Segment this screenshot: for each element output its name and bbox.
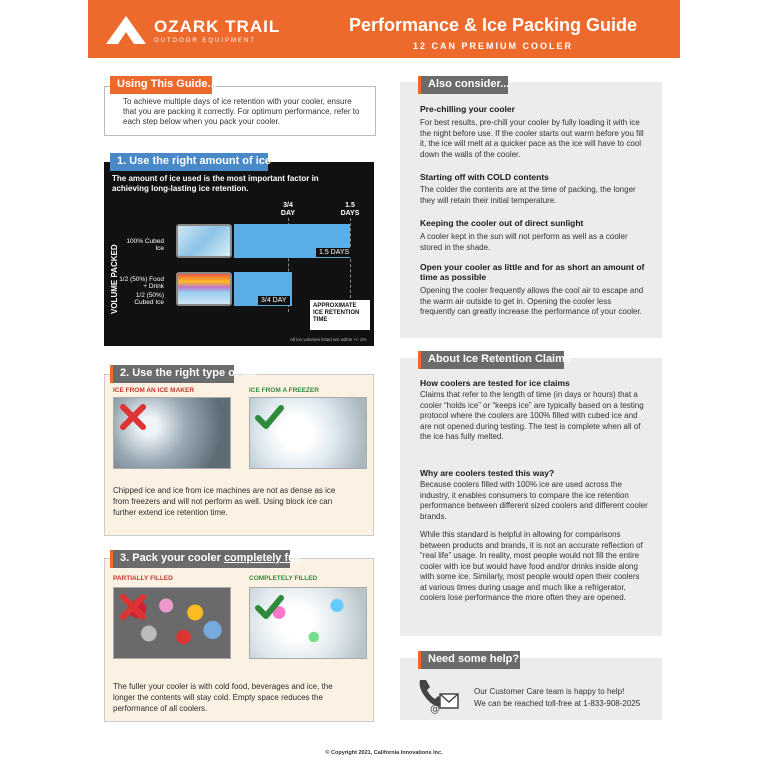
also-consider-panel — [400, 82, 662, 338]
section3-title — [110, 550, 301, 568]
section1-footnote: All ice volumes listed are within +/- 2% — [290, 337, 367, 342]
bar-half-ice-value: 3/4 DAY — [258, 296, 290, 305]
mountain-logo-icon — [104, 14, 148, 46]
section2-title: 2. Use the right type of ice — [110, 365, 234, 383]
also-consider-title: Also consider... — [418, 76, 508, 94]
freezer-ice-photo — [249, 397, 367, 469]
phone-mail-icon — [416, 674, 460, 714]
row2-label-a: 1/2 (50%) Food + Drink — [119, 276, 164, 290]
section1-title: 1. Use the right amount of ice — [110, 153, 268, 171]
section-pack-full — [104, 558, 374, 722]
section-ice-amount — [104, 162, 374, 346]
svg-text:@: @ — [430, 704, 440, 714]
brand-tagline: OUTDOOR EQUIPMENT — [154, 37, 257, 44]
copyright: © Copyright 2021, California Innovations Inc. — [325, 750, 443, 756]
also-item-text: The colder the contents are at the time of packing, the longer they will retain their initial temperature. — [420, 185, 636, 205]
section2-text: Chipped ice and ice from ice machines are not as dense as ice from freezers and will not perform as well. Using block ice can further extend ice retention time. — [113, 486, 336, 517]
claims-a2: Because coolers filled with 100% ice are used across the industry, it enables consumers to compare the ice retention performance between different sized coolers and different cooler brands. — [420, 480, 648, 521]
help-line1: Our Customer Care team is happy to help! — [474, 687, 625, 696]
claims-a3: While this standard is helpful in allowing for comparisons between products and brands, it is not an accurate reflection of “real life” usage. In reality, most people would not fill the entire cooler with ice but would have food and/or drinks inside along with some ice. Similarly, most people would open their coolers at various times during usage and much like a refrigerator, coolers lose performance the more often they are opened. — [420, 530, 643, 602]
row2-label-b: 1/2 (50%) Cubed Ice — [134, 292, 164, 306]
cooler-half-ice-image — [176, 272, 232, 306]
also-item-heading: Starting off with COLD contents — [420, 172, 549, 182]
claims-q2: Why are coolers tested this way? — [420, 468, 555, 478]
page-subtitle: 12 CAN PREMIUM COOLER — [412, 41, 573, 51]
section3-title-prefix: 3. Pack your cooler — [120, 552, 224, 564]
using-guide-text: To achieve multiple days of ice retention with your cooler, ensure that you are packing it correctly. For optimum performance, refer to each step below when you pack your cooler. — [123, 97, 360, 126]
also-item-text: A cooler kept in the sun will not perform as well as a cooler stored in the shade. — [420, 232, 628, 252]
also-item-heading: Keeping the cooler out of direct sunlight — [420, 218, 584, 228]
section1-intro: The amount of ice used is the most important factor in achieving long-lasting ice retention. — [112, 174, 319, 193]
using-guide-title: Using This Guide... — [110, 76, 212, 94]
brand-name: OZARK TRAIL — [154, 16, 281, 36]
bar-full-ice-value: 1.5 DAYS — [316, 248, 352, 257]
ice-claims-panel — [400, 358, 662, 636]
cooler-full-ice-image — [176, 224, 232, 258]
completely-filled-label: COMPLETELY FILLED — [249, 575, 318, 582]
also-item-text: Opening the cooler frequently allows the cool air to escape and the warm air outside to get in. Opening the cooler less frequently can greatly increase the performance of your cooler. — [420, 286, 644, 316]
row1-label: 100% Cubed Ice — [126, 238, 164, 252]
ice-freezer-label: ICE FROM A FREEZER — [249, 387, 319, 394]
approx-retention-label: APPROXIMATE ICE RETENTION TIME — [310, 300, 370, 330]
x-mark-icon — [118, 592, 148, 622]
section3-text: The fuller your cooler is with cold food, beverages and ice, the longer the contents will stay cold. Empty space reduces the performance of all coolers. — [113, 682, 333, 713]
x-mark-icon — [118, 402, 148, 432]
check-mark-icon — [254, 402, 284, 432]
partially-filled-photo — [113, 587, 231, 659]
claims-q1: How coolers are tested for ice claims — [420, 378, 570, 388]
col-label-one-half: 1.5 DAYS — [340, 202, 360, 217]
page-title: Performance & Ice Packing Guide — [348, 15, 638, 35]
claims-a1: Claims that refer to the length of time (in days or hours) that a cooler “holds ice” or “keeps ice” are typically based on a testing protocol where the coolers are 100% filled with cubed ice and are not opened during testing. The test is complete when all of the ice has fully melted. — [420, 390, 644, 441]
chipped-ice-photo — [113, 397, 231, 469]
help-title: Need some help? — [418, 651, 520, 669]
also-item-text: For best results, pre-chill your cooler by fully loading it with ice the night before use. If the cooler starts out warm before you fill it, the ice will melt at a quicker pace as the ice will have to cool down the walls of the cooler. — [420, 118, 644, 159]
also-item-heading: Pre-chilling your cooler — [420, 104, 515, 114]
col-label-three-quarter: 3/4 DAY — [280, 202, 296, 217]
section-ice-type — [104, 374, 374, 536]
section3-title-underlined: completely full — [223, 552, 301, 564]
claims-title: About Ice Retention Claims — [418, 351, 564, 369]
brand-logo — [104, 14, 280, 46]
volume-packed-label: VOLUME PACKED — [110, 244, 119, 314]
also-item-heading: Open your cooler as little and for as short an amount of time as possible — [420, 262, 645, 282]
help-phone: We can be reached toll-free at 1-833-908-2025 — [474, 699, 641, 708]
check-mark-icon — [254, 592, 284, 622]
completely-filled-photo — [249, 587, 367, 659]
header-banner — [88, 0, 680, 58]
ice-maker-label: ICE FROM AN ICE MAKER — [113, 387, 195, 394]
partially-filled-label: PARTIALLY FILLED — [113, 575, 173, 582]
